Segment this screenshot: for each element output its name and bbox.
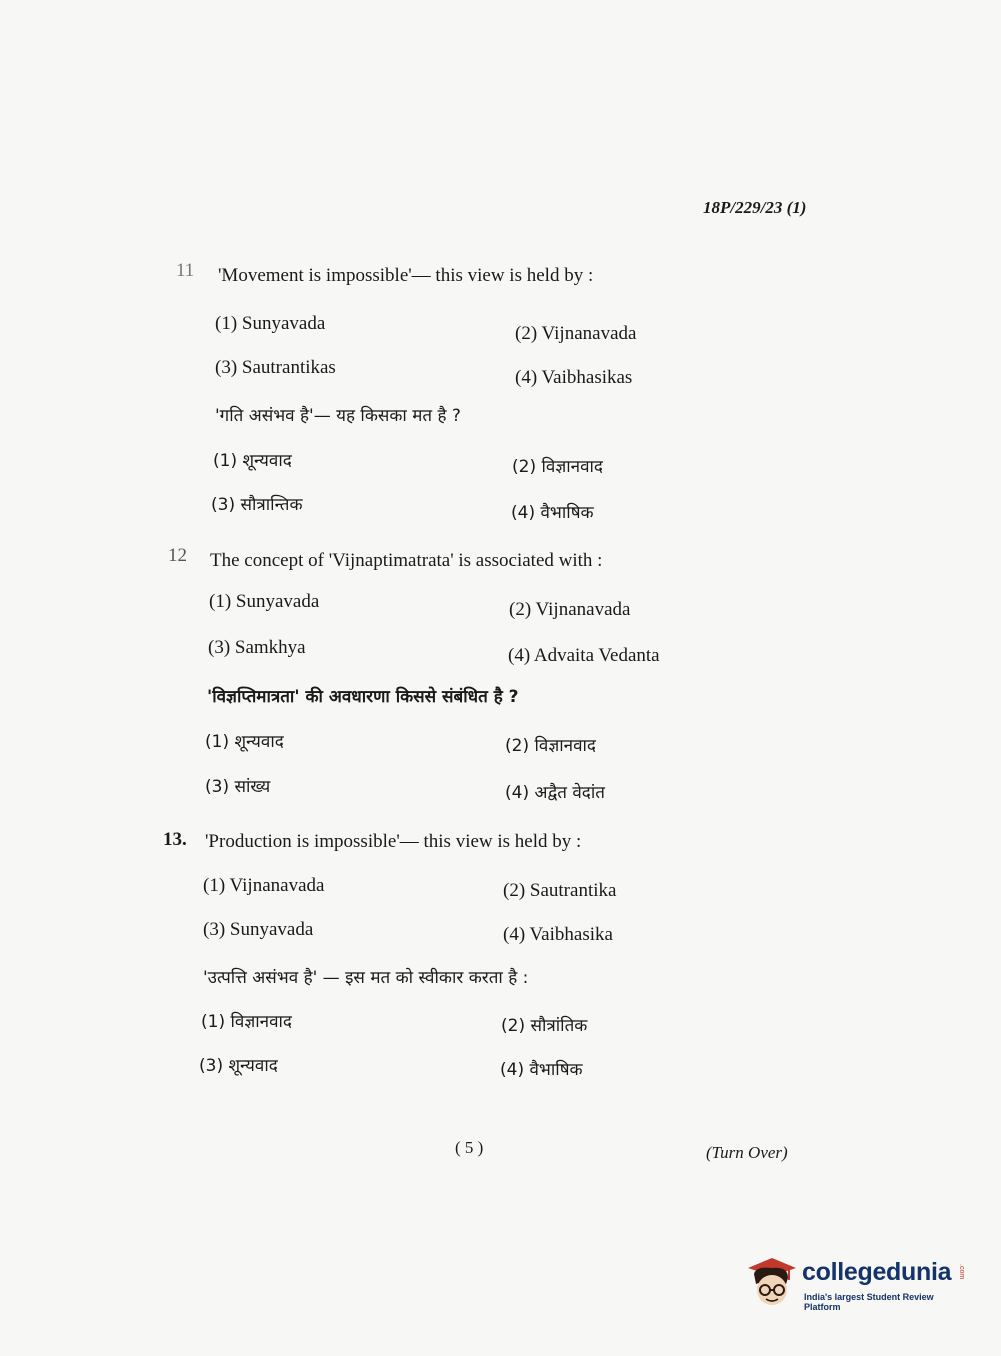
question-text-en: The concept of 'Vijnaptimatrata' is associated with : — [210, 550, 603, 571]
collegedunia-watermark — [742, 1248, 972, 1318]
option-en: (1) Vijnanavada — [203, 875, 325, 896]
option-hi: (3) सांख्य — [205, 777, 271, 797]
option-en: (1) Sunyavada — [215, 313, 326, 334]
collegedunia-mascot-icon — [742, 1254, 798, 1310]
question-text-hi: 'गति असंभव है'— यह किसका मत है ? — [215, 406, 461, 426]
page-number: ( 5 ) — [455, 1138, 484, 1157]
option-hi: (4) वैभाषिक — [511, 503, 594, 523]
question-number: 12 — [168, 545, 187, 566]
option-hi: (1) शून्यवाद — [213, 451, 292, 471]
question-text-en: 'Movement is impossible'— this view is held by : — [218, 265, 594, 286]
paper-code: 18P/229/23 (1) — [703, 198, 807, 217]
option-hi: (2) विज्ञानवाद — [505, 736, 596, 756]
question-number: 13. — [163, 829, 187, 850]
option-en: (4) Advaita Vedanta — [508, 645, 660, 666]
option-hi: (4) अद्वैत वेदांत — [505, 783, 605, 803]
brand-tagline: India's largest Student Review Platform — [804, 1292, 934, 1312]
option-hi: (1) शून्यवाद — [205, 732, 284, 752]
option-en: (3) Samkhya — [208, 637, 306, 658]
question-number: 11 — [176, 260, 195, 281]
option-hi: (2) विज्ञानवाद — [512, 457, 603, 477]
option-en: (4) Vaibhasikas — [515, 367, 633, 388]
question-text-hi: 'उत्पत्ति असंभव है' — इस मत को स्वीकार करता है : — [203, 968, 529, 988]
option-en: (3) Sautrantikas — [215, 357, 336, 378]
option-hi: (4) वैभाषिक — [500, 1060, 583, 1080]
option-en: (2) Vijnanavada — [515, 323, 637, 344]
question-text-hi: 'विज्ञप्तिमात्रता' की अवधारणा किससे संबंधित है ? — [207, 687, 519, 707]
brand-com: .com — [958, 1264, 965, 1280]
question-text-en: 'Production is impossible'— this view is held by : — [205, 831, 582, 852]
option-en: (2) Sautrantika — [503, 880, 617, 901]
option-hi: (3) सौत्रान्तिक — [211, 495, 303, 515]
option-en: (4) Vaibhasika — [503, 924, 613, 945]
option-hi: (3) शून्यवाद — [199, 1056, 278, 1076]
option-en: (3) Sunyavada — [203, 919, 314, 940]
option-hi: (1) विज्ञानवाद — [201, 1012, 292, 1032]
option-hi: (2) सौत्रांतिक — [501, 1016, 588, 1036]
brand-name: collegedunia — [802, 1258, 952, 1286]
option-en: (2) Vijnanavada — [509, 599, 631, 620]
option-en: (1) Sunyavada — [209, 591, 320, 612]
turn-over-note: (Turn Over) — [706, 1143, 788, 1162]
